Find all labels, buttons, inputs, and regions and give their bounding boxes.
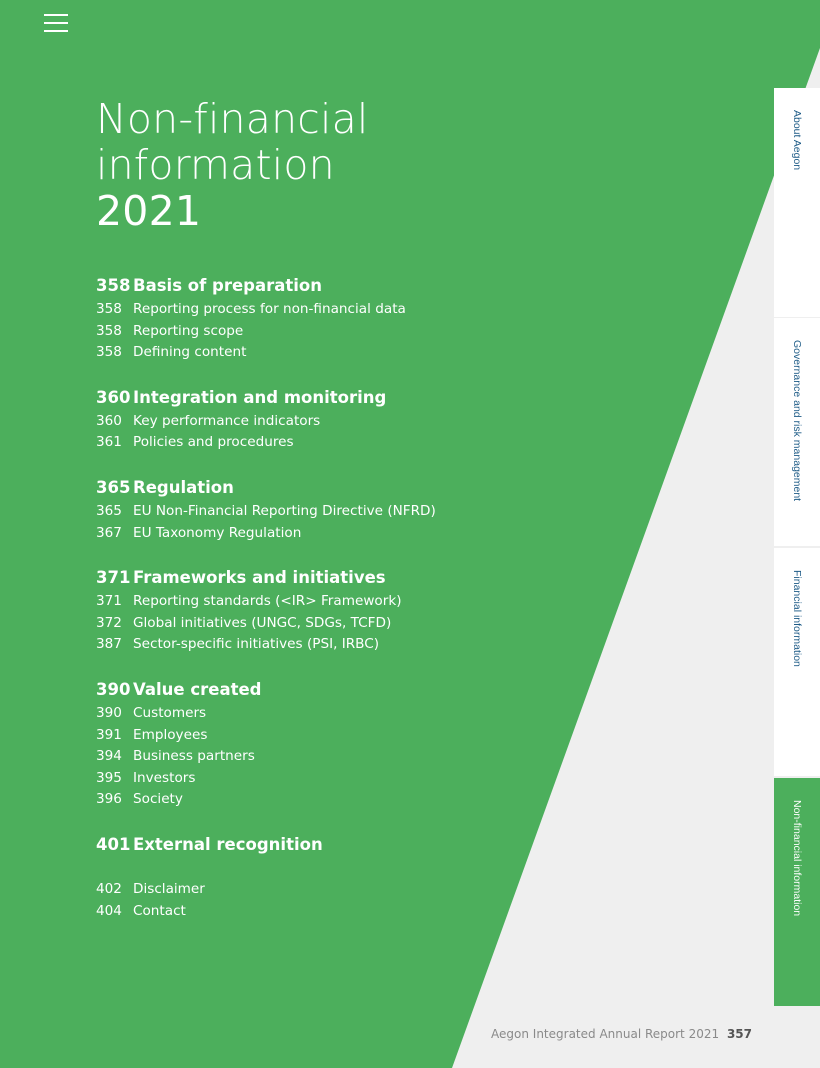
toc-section-heading[interactable] bbox=[96, 475, 456, 501]
entry-label: Sector-specific initiatives (PSI, IRBC) bbox=[133, 636, 380, 653]
toc-entry[interactable] bbox=[96, 501, 456, 523]
toc-entry[interactable] bbox=[96, 613, 456, 635]
entry-page-number: 404 bbox=[96, 902, 122, 919]
entry-page-number: 358 bbox=[96, 322, 122, 339]
entry-label: Reporting process for non-financial data bbox=[133, 301, 406, 317]
toc-section-heading[interactable] bbox=[96, 565, 456, 591]
toc-entry[interactable] bbox=[96, 523, 456, 545]
tab-label: Non-financial information bbox=[791, 800, 803, 917]
entry-page-number: 402 bbox=[96, 880, 122, 897]
section-title: External recognition bbox=[133, 834, 323, 854]
page-footer bbox=[491, 1027, 752, 1041]
tab-label: About Aegon bbox=[791, 110, 803, 171]
menu-bar bbox=[44, 14, 68, 16]
section-page-number: 390 bbox=[96, 679, 131, 699]
tab-label: Financial information bbox=[791, 570, 803, 667]
entry-page-number: 371 bbox=[96, 593, 122, 610]
entry-label: Key performance indicators bbox=[133, 412, 321, 429]
section-title: Frameworks and initiatives bbox=[133, 568, 386, 588]
toc-section bbox=[96, 385, 456, 454]
page-title bbox=[96, 96, 369, 234]
toc-entry[interactable] bbox=[96, 411, 456, 433]
section-page-number: 358 bbox=[96, 276, 131, 295]
entry-label: Contact bbox=[133, 902, 186, 919]
toc-entry[interactable] bbox=[96, 901, 456, 923]
entry-label: Global initiatives (UNGC, SDGs, TCFD) bbox=[133, 614, 392, 631]
entry-page-number: 396 bbox=[96, 791, 122, 808]
menu-bar bbox=[44, 22, 68, 24]
toc-entry[interactable] bbox=[96, 725, 456, 747]
toc-entry[interactable] bbox=[96, 634, 456, 656]
section-page-number: 401 bbox=[96, 834, 131, 854]
entry-page-number: 395 bbox=[96, 769, 122, 786]
toc-entry[interactable] bbox=[96, 879, 456, 901]
entry-page-number: 361 bbox=[96, 434, 122, 451]
menu-bar bbox=[44, 30, 68, 32]
toc-section bbox=[96, 879, 456, 922]
entry-label: EU Taxonomy Regulation bbox=[133, 524, 302, 541]
entry-label: Reporting scope bbox=[133, 322, 244, 339]
section-title: Integration and monitoring bbox=[133, 387, 387, 407]
entry-page-number: 391 bbox=[96, 726, 122, 743]
toc-entry[interactable] bbox=[96, 768, 456, 790]
entry-label: Society bbox=[133, 791, 183, 808]
entry-label: Reporting standards (<IR> Framework) bbox=[133, 593, 402, 610]
toc-entry[interactable] bbox=[96, 591, 456, 613]
entry-label: Investors bbox=[133, 769, 196, 786]
entry-label: Business partners bbox=[133, 748, 255, 765]
entry-page-number: 390 bbox=[96, 704, 122, 721]
entry-label: Employees bbox=[133, 726, 208, 743]
tab-about-aegon[interactable] bbox=[774, 88, 820, 317]
toc-entry[interactable] bbox=[96, 342, 456, 364]
toc-entry[interactable] bbox=[96, 321, 456, 343]
entry-page-number: 358 bbox=[96, 344, 122, 361]
tab-governance-risk-management[interactable] bbox=[774, 318, 820, 546]
toc-section bbox=[96, 475, 456, 544]
toc-entry[interactable] bbox=[96, 299, 456, 321]
title-line-1: Non-financial bbox=[96, 95, 369, 143]
toc-entry[interactable] bbox=[96, 703, 456, 725]
entry-page-number: 367 bbox=[96, 524, 122, 541]
tab-non-financial-information[interactable] bbox=[774, 778, 820, 1006]
entry-page-number: 365 bbox=[96, 502, 122, 519]
section-page-number: 360 bbox=[96, 387, 131, 407]
tab-label: Governance and risk management bbox=[791, 340, 803, 502]
table-of-contents bbox=[96, 273, 456, 922]
entry-page-number: 387 bbox=[96, 636, 122, 653]
tab-financial-information[interactable] bbox=[774, 548, 820, 776]
toc-section-heading[interactable] bbox=[96, 677, 456, 703]
toc-entry[interactable] bbox=[96, 746, 456, 768]
title-year: 2021 bbox=[96, 187, 202, 235]
entry-label: Defining content bbox=[133, 344, 247, 361]
toc-section bbox=[96, 565, 456, 656]
toc-entry[interactable] bbox=[96, 432, 456, 454]
entry-label: EU Non-Financial Reporting Directive (NFRD) bbox=[133, 502, 436, 519]
toc-section bbox=[96, 273, 456, 364]
toc-entry[interactable] bbox=[96, 789, 456, 811]
section-page-number: 371 bbox=[96, 568, 131, 588]
entry-page-number: 360 bbox=[96, 412, 122, 429]
entry-page-number: 394 bbox=[96, 748, 122, 765]
entry-label: Customers bbox=[133, 704, 207, 721]
section-title: Value created bbox=[133, 679, 262, 699]
page-number: 357 bbox=[726, 1027, 752, 1041]
report-title: Aegon Integrated Annual Report 2021 bbox=[491, 1027, 720, 1041]
entry-label: Policies and procedures bbox=[133, 434, 294, 451]
title-line-2: information bbox=[96, 141, 335, 189]
toc-section bbox=[96, 832, 456, 858]
toc-section bbox=[96, 677, 456, 811]
section-title: Regulation bbox=[133, 477, 234, 497]
entry-label: Disclaimer bbox=[133, 880, 205, 897]
toc-section-heading[interactable] bbox=[96, 832, 456, 858]
entry-page-number: 358 bbox=[96, 301, 122, 317]
toc-section-heading[interactable] bbox=[96, 385, 456, 411]
entry-page-number: 372 bbox=[96, 614, 122, 631]
toc-section-heading[interactable] bbox=[96, 273, 456, 299]
section-title: Basis of preparation bbox=[133, 276, 322, 295]
section-page-number: 365 bbox=[96, 477, 131, 497]
hamburger-menu-icon[interactable] bbox=[44, 14, 68, 32]
